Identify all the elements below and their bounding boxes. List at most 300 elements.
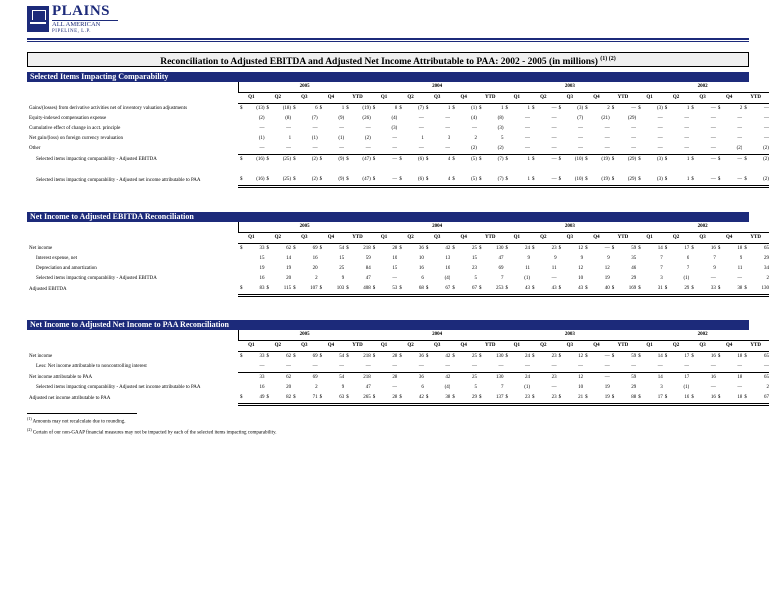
currency-cell xyxy=(265,134,272,144)
currency-cell: $ xyxy=(346,246,349,251)
currency-cell xyxy=(477,254,484,264)
value-cell: 5 xyxy=(474,276,477,281)
currency-cell: $ xyxy=(450,155,457,166)
currency-cell: $ xyxy=(450,393,457,405)
currency-cell xyxy=(424,254,431,264)
currency-cell: $ xyxy=(504,393,511,405)
currency-cell xyxy=(424,373,431,384)
value-cell: 2 xyxy=(315,385,318,390)
currency-cell: $ xyxy=(425,354,429,359)
value-cell: 19 xyxy=(286,266,292,271)
value-cell: — xyxy=(604,136,610,141)
value-cell: 42 xyxy=(431,373,451,384)
value-cell: — xyxy=(537,155,557,166)
currency-cell xyxy=(583,114,590,124)
quarter-header: Q3 xyxy=(291,233,318,244)
currency-cell: $ xyxy=(452,354,455,359)
currency-cell xyxy=(742,254,749,264)
value-cell: 65 xyxy=(763,246,769,251)
value-cell: — xyxy=(631,126,637,131)
currency-cell: $ xyxy=(558,354,562,359)
value-cell: 17 xyxy=(670,373,690,384)
value-cell: — xyxy=(339,126,345,131)
value-cell: (2) xyxy=(749,175,769,187)
currency-cell xyxy=(397,144,404,155)
value-cell: 46 xyxy=(631,266,637,271)
currency-cell: $ xyxy=(293,106,296,111)
value-cell: 15 xyxy=(392,266,398,271)
value-cell: — xyxy=(696,155,716,166)
quarter-header: Q2 xyxy=(663,93,690,104)
value-cell: 17 xyxy=(643,393,663,405)
currency-cell: $ xyxy=(450,175,457,187)
value-cell: 19 xyxy=(259,266,265,271)
quarter-header: Q4 xyxy=(318,93,345,104)
table-row xyxy=(27,393,769,405)
value-cell: (16) xyxy=(245,175,265,187)
value-cell: 11 xyxy=(551,266,557,271)
value-cell: — xyxy=(259,146,265,151)
currency-cell: $ xyxy=(532,354,535,359)
currency-cell: $ xyxy=(265,284,272,296)
currency-cell: $ xyxy=(663,155,670,166)
currency-cell xyxy=(318,362,325,373)
value-cell: 18 xyxy=(737,354,743,359)
currency-cell: $ xyxy=(530,284,537,296)
currency-cell: $ xyxy=(238,175,245,187)
quarter-header: YTD xyxy=(477,341,504,352)
value-cell: 4 xyxy=(431,155,451,166)
currency-cell xyxy=(583,373,590,384)
currency-cell: $ xyxy=(689,155,696,166)
value-cell: 28 xyxy=(392,246,398,251)
row-label: Selected items impacting comparability - Adjusted EBITDA xyxy=(36,276,157,281)
currency-cell: $ xyxy=(583,393,590,405)
currency-cell: $ xyxy=(530,393,537,405)
value-cell: (5) xyxy=(457,175,477,187)
footnote-1: $^{(1)}$ Amounts may not recalculate due to rounding. xyxy=(27,416,126,425)
currency-cell xyxy=(557,254,564,264)
logo-name: PLAINS xyxy=(52,3,111,19)
currency-cell: $ xyxy=(636,155,643,166)
quarter-header: Q2 xyxy=(663,233,690,244)
quarter-header: Q4 xyxy=(450,93,477,104)
value-cell: 29 xyxy=(631,385,637,390)
quarter-header: Q3 xyxy=(291,93,318,104)
quarter-header: Q3 xyxy=(557,93,584,104)
value-cell: (21) xyxy=(601,116,610,121)
value-cell: 67 xyxy=(749,393,769,405)
currency-cell: $ xyxy=(664,106,668,111)
currency-cell xyxy=(530,124,537,134)
currency-cell xyxy=(663,144,670,155)
currency-cell xyxy=(424,124,431,134)
currency-cell xyxy=(318,254,325,264)
value-cell: 36 xyxy=(404,373,424,384)
currency-cell xyxy=(450,274,457,284)
value-cell: 14 xyxy=(657,354,663,359)
table-row xyxy=(27,373,769,384)
value-cell: — xyxy=(392,146,398,151)
quarter-header: YTD xyxy=(610,233,637,244)
quarter-header: Q4 xyxy=(318,341,345,352)
value-cell: 6 xyxy=(421,276,424,281)
currency-cell xyxy=(238,274,245,284)
currency-cell: $ xyxy=(291,393,298,405)
table-row xyxy=(27,264,769,274)
value-cell: (2) xyxy=(298,175,318,187)
quarter-header: YTD xyxy=(477,93,504,104)
value-cell: 1 xyxy=(527,106,531,111)
currency-cell xyxy=(636,254,643,264)
value-cell: — xyxy=(551,146,557,151)
currency-cell: $ xyxy=(372,106,376,111)
currency-cell xyxy=(583,362,590,373)
currency-cell xyxy=(663,274,670,284)
quarter-header-row xyxy=(27,233,769,244)
value-cell: 8 xyxy=(394,106,398,111)
value-cell: 3 xyxy=(447,136,451,141)
value-cell: — xyxy=(710,364,716,369)
currency-cell xyxy=(344,362,351,373)
currency-cell: $ xyxy=(558,246,562,251)
value-cell: 38 xyxy=(431,393,451,405)
value-cell: 59 xyxy=(631,354,637,359)
value-cell: 5 xyxy=(474,385,477,390)
currency-cell: $ xyxy=(477,284,484,296)
value-cell: 29 xyxy=(631,276,637,281)
value-cell: (1) xyxy=(471,106,477,111)
currency-cell xyxy=(291,274,298,284)
currency-cell xyxy=(689,373,696,384)
value-cell: — xyxy=(696,175,716,187)
currency-cell: $ xyxy=(663,175,670,187)
value-cell: — xyxy=(710,146,716,151)
currency-cell xyxy=(238,124,245,134)
currency-cell: $ xyxy=(504,284,511,296)
currency-cell: $ xyxy=(638,246,641,251)
currency-cell xyxy=(689,274,696,284)
currency-cell xyxy=(663,383,670,393)
currency-cell: $ xyxy=(478,246,482,251)
value-cell: 47 xyxy=(365,385,371,390)
value-cell: 65 xyxy=(763,354,769,359)
value-cell: 12 xyxy=(578,266,584,271)
value-cell: 265 xyxy=(351,393,371,405)
currency-cell: $ xyxy=(240,246,243,251)
footnote-rule xyxy=(27,413,137,414)
value-cell: — xyxy=(392,136,398,141)
value-cell: (29) xyxy=(617,155,637,166)
value-cell: 21 xyxy=(564,393,584,405)
value-cell: (1) xyxy=(683,276,690,281)
value-cell: — xyxy=(737,276,743,281)
quarter-header: Q4 xyxy=(450,341,477,352)
value-cell: — xyxy=(631,136,637,141)
quarter-header: Q2 xyxy=(663,341,690,352)
currency-cell xyxy=(291,362,298,373)
year-header: 2002 xyxy=(636,330,769,341)
currency-cell xyxy=(238,144,245,155)
value-cell: (25) xyxy=(272,155,292,166)
value-cell: 59 xyxy=(631,246,637,251)
value-cell: 69 xyxy=(298,373,318,384)
value-cell: 24 xyxy=(525,354,531,359)
currency-cell xyxy=(344,134,351,144)
currency-cell xyxy=(557,144,564,155)
currency-cell xyxy=(610,114,617,124)
value-cell: (1) xyxy=(258,136,265,141)
value-cell: (9) xyxy=(325,155,345,166)
currency-cell xyxy=(371,362,378,373)
value-cell: 253 xyxy=(484,284,504,296)
row-label-spacer xyxy=(27,82,238,93)
value-cell: 23 xyxy=(537,393,557,405)
currency-cell xyxy=(450,362,457,373)
value-cell: 16 xyxy=(418,266,424,271)
currency-cell: $ xyxy=(583,284,590,296)
quarter-header: YTD xyxy=(477,233,504,244)
year-header-row xyxy=(27,330,769,341)
value-cell: — xyxy=(525,116,531,121)
currency-cell xyxy=(557,274,564,284)
currency-cell: $ xyxy=(319,106,323,111)
currency-cell xyxy=(557,124,564,134)
value-cell: (13) xyxy=(256,106,265,111)
currency-cell xyxy=(318,134,325,144)
value-cell: (1) xyxy=(683,385,690,390)
value-cell: — xyxy=(684,136,690,141)
currency-cell xyxy=(344,383,351,393)
currency-cell: $ xyxy=(399,246,402,251)
currency-cell xyxy=(663,114,670,124)
value-cell: (2) xyxy=(258,116,265,121)
currency-cell: $ xyxy=(450,284,457,296)
currency-cell: $ xyxy=(691,246,694,251)
currency-cell: $ xyxy=(397,175,404,187)
currency-cell xyxy=(397,134,404,144)
currency-cell xyxy=(371,274,378,284)
currency-cell xyxy=(397,373,404,384)
value-cell: (19) xyxy=(590,155,610,166)
value-cell: 25 xyxy=(339,266,345,271)
currency-cell xyxy=(318,144,325,155)
currency-cell xyxy=(371,144,378,155)
currency-cell: $ xyxy=(424,175,431,187)
year-header: 2004 xyxy=(371,222,504,233)
currency-cell: $ xyxy=(504,155,511,166)
currency-cell xyxy=(716,274,723,284)
currency-cell xyxy=(318,124,325,134)
value-cell: — xyxy=(631,146,637,151)
table-row xyxy=(27,104,769,115)
value-cell: 88 xyxy=(617,393,637,405)
value-cell: 1 xyxy=(501,106,504,111)
value-cell: — xyxy=(392,364,398,369)
value-cell: — xyxy=(286,126,292,131)
quarter-header: Q3 xyxy=(689,233,716,244)
value-cell: 169 xyxy=(617,284,637,296)
currency-cell: $ xyxy=(477,175,484,187)
currency-cell xyxy=(663,124,670,134)
value-cell: 12 xyxy=(578,354,584,359)
value-cell: — xyxy=(312,146,318,151)
currency-cell xyxy=(530,144,537,155)
currency-cell: $ xyxy=(266,354,270,359)
value-cell: — xyxy=(471,126,477,131)
currency-cell xyxy=(238,362,245,373)
currency-cell xyxy=(397,362,404,373)
value-cell: — xyxy=(710,116,716,121)
value-cell: 25 xyxy=(471,246,477,251)
currency-cell xyxy=(504,264,511,274)
currency-cell xyxy=(265,373,272,384)
value-cell: 24 xyxy=(525,246,531,251)
currency-cell xyxy=(663,254,670,264)
value-cell: 130 xyxy=(749,284,769,296)
value-cell: 83 xyxy=(245,284,265,296)
data-table xyxy=(27,222,769,297)
year-header-row xyxy=(27,222,769,233)
value-cell: 11 xyxy=(737,266,743,271)
currency-cell: $ xyxy=(291,175,298,187)
value-cell: 28 xyxy=(378,373,398,384)
logo-line2: PIPELINE, L.P. xyxy=(52,29,91,34)
value-cell: 14 xyxy=(286,256,292,261)
quarter-header: Q2 xyxy=(265,341,292,352)
value-cell: — xyxy=(604,146,610,151)
value-cell: — xyxy=(312,126,318,131)
value-cell: 218 xyxy=(363,246,371,251)
value-cell: 43 xyxy=(511,284,531,296)
value-cell: (2) xyxy=(364,136,371,141)
table-row xyxy=(27,144,769,155)
value-cell: 16 xyxy=(696,393,716,405)
value-cell: 2 xyxy=(766,385,769,390)
data-table xyxy=(27,330,769,406)
value-cell: (10) xyxy=(564,175,584,187)
quarter-header: Q2 xyxy=(530,233,557,244)
currency-cell xyxy=(477,373,484,384)
footnote-2: $^{(2)}$ Certain of our non-GAAP financial measures may not be impacted by each of the selected items impacting comparability. xyxy=(27,426,277,436)
value-cell: (47) xyxy=(351,155,371,166)
currency-cell xyxy=(318,383,325,393)
value-cell: — xyxy=(763,126,769,131)
currency-cell: $ xyxy=(477,393,484,405)
value-cell: 18 xyxy=(723,393,743,405)
value-cell: 34 xyxy=(763,266,769,271)
currency-cell: $ xyxy=(346,106,349,111)
currency-cell: $ xyxy=(691,106,694,111)
value-cell: 1 xyxy=(670,175,690,187)
currency-cell xyxy=(238,134,245,144)
value-cell: 67 xyxy=(457,284,477,296)
value-cell: 5 xyxy=(501,136,504,141)
currency-cell: $ xyxy=(371,393,378,405)
currency-cell xyxy=(742,134,749,144)
value-cell: 130 xyxy=(484,373,504,384)
currency-cell: $ xyxy=(399,354,402,359)
value-cell: — xyxy=(418,126,424,131)
value-cell: 15 xyxy=(339,256,345,261)
currency-cell xyxy=(424,264,431,274)
value-cell: — xyxy=(498,364,504,369)
row-label: Net income xyxy=(29,353,53,359)
currency-cell: $ xyxy=(265,155,272,166)
value-cell: — xyxy=(684,126,690,131)
value-cell: 7 xyxy=(713,256,716,261)
currency-cell xyxy=(344,254,351,264)
currency-cell xyxy=(477,383,484,393)
quarter-header: YTD xyxy=(742,93,769,104)
value-cell: 13 xyxy=(445,256,451,261)
currency-cell xyxy=(344,373,351,384)
currency-cell xyxy=(371,264,378,274)
value-cell: 16 xyxy=(445,266,451,271)
quarter-header: Q1 xyxy=(238,341,265,352)
currency-cell xyxy=(265,124,272,134)
header-rule-thin xyxy=(27,41,749,42)
currency-cell xyxy=(450,144,457,155)
value-cell: 54 xyxy=(339,354,345,359)
quarter-header: Q2 xyxy=(265,93,292,104)
value-cell: 1 xyxy=(288,136,292,141)
currency-cell xyxy=(663,264,670,274)
value-cell: 9 xyxy=(341,276,345,281)
quarter-header: YTD xyxy=(344,233,371,244)
value-cell: — xyxy=(312,364,318,369)
currency-cell xyxy=(716,144,723,155)
value-cell: — xyxy=(418,146,424,151)
value-cell: 115 xyxy=(272,284,292,296)
logo-mark-icon xyxy=(27,6,49,32)
value-cell: 69 xyxy=(312,354,318,359)
currency-cell xyxy=(557,362,564,373)
value-cell: 9 xyxy=(341,385,345,390)
value-cell: 33 xyxy=(696,284,716,296)
quarter-header: Q3 xyxy=(557,341,584,352)
value-cell: 12 xyxy=(564,373,584,384)
page-title-notes: (1) (2) xyxy=(600,56,616,62)
value-cell: 10 xyxy=(392,256,398,261)
value-cell: (1) xyxy=(524,276,531,281)
currency-cell: $ xyxy=(346,354,349,359)
value-cell: — xyxy=(737,364,743,369)
currency-cell xyxy=(583,274,590,284)
value-cell: — xyxy=(551,116,557,121)
value-cell: (19) xyxy=(362,106,371,111)
value-cell: (26) xyxy=(362,116,371,121)
currency-cell: $ xyxy=(583,175,590,187)
currency-cell xyxy=(344,274,351,284)
quarter-header: Q2 xyxy=(530,341,557,352)
value-cell: — xyxy=(763,136,769,141)
currency-cell: $ xyxy=(558,106,562,111)
value-cell: — xyxy=(631,106,637,111)
currency-cell xyxy=(636,134,643,144)
value-cell: — xyxy=(286,364,292,369)
quarter-header: Q4 xyxy=(583,93,610,104)
value-cell: — xyxy=(604,354,610,359)
currency-cell: $ xyxy=(716,284,723,296)
value-cell: — xyxy=(723,175,743,187)
currency-cell xyxy=(371,114,378,124)
value-cell: 62 xyxy=(272,373,292,384)
value-cell: — xyxy=(657,146,663,151)
currency-cell xyxy=(583,134,590,144)
currency-cell xyxy=(530,274,537,284)
currency-cell xyxy=(504,373,511,384)
